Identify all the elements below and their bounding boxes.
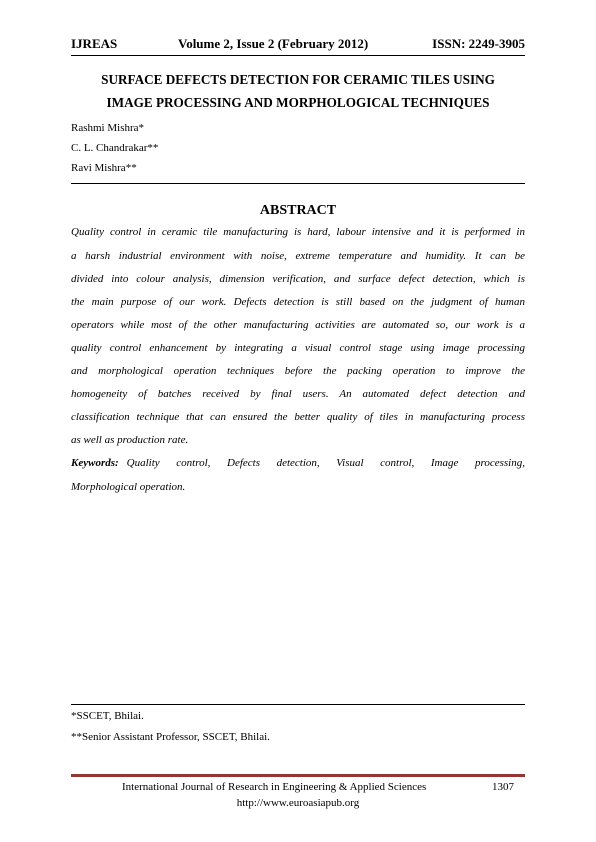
- footnote-2: **Senior Assistant Professor, SSCET, Bhilai.: [71, 731, 270, 743]
- paper-title-line-2: IMAGE PROCESSING AND MORPHOLOGICAL TECHNIQUES: [106, 95, 490, 110]
- keywords-line-1: [71, 457, 525, 469]
- author-3: Ravi Mishra**: [71, 162, 137, 174]
- header-rule: [71, 55, 525, 56]
- abstract-line: operators while most of the other manufacturing activities are automated so, our work is a: [71, 319, 525, 331]
- paper-title-line-1: SURFACE DEFECTS DETECTION FOR CERAMIC TILES USING: [101, 72, 495, 87]
- keywords-line-2: Morphological operation.: [71, 481, 186, 493]
- abstract-line: a harsh industrial environment with noise, extreme temperature and humidity. It can be: [71, 250, 525, 262]
- footnote-rule: [71, 704, 525, 705]
- abstract-line: Quality control in ceramic tile manufacturing is hard, labour intensive and it is performed in: [71, 226, 525, 238]
- keywords-text: Quality control, Defects detection, Visual control, Image processing,: [126, 457, 525, 469]
- abstract-line: and morphological operation techniques before the packing operation to improve the: [71, 365, 525, 377]
- author-1: Rashmi Mishra*: [71, 122, 145, 134]
- abstract-line: quality control enhancement by integrating a visual control stage using image processing: [71, 342, 525, 354]
- page-number: 1307: [492, 781, 514, 793]
- abstract-line: divided into colour analysis, dimension verification, and surface defect detection, which is: [71, 273, 525, 285]
- abstract-line: as well as production rate.: [71, 434, 189, 446]
- journal-abbrev: IJREAS: [71, 36, 118, 51]
- footer-rule: [71, 774, 525, 777]
- issn: ISSN: 2249-3905: [432, 36, 525, 51]
- abstract-line: the main purpose of our work. Defects detection is still based on the judgment of human: [71, 296, 525, 308]
- abstract-heading: ABSTRACT: [259, 203, 337, 218]
- footer-url: http://www.euroasiapub.org: [236, 797, 360, 809]
- footnote-1: *SSCET, Bhilai.: [71, 710, 144, 722]
- abstract-line: classification technique that can ensured the better quality of tiles in manufacturing process: [71, 411, 525, 423]
- keywords-label: Keywords:: [71, 457, 119, 469]
- author-2: C. L. Chandrakar**: [71, 142, 159, 154]
- footer-journal-name: International Journal of Research in Engineering & Applied Sciences: [122, 781, 427, 793]
- abstract-line: homogeneity of batches received by final users. An automated defect detection and: [71, 388, 525, 400]
- volume-issue: Volume 2, Issue 2 (February 2012): [178, 36, 369, 51]
- authors-rule: [71, 183, 525, 184]
